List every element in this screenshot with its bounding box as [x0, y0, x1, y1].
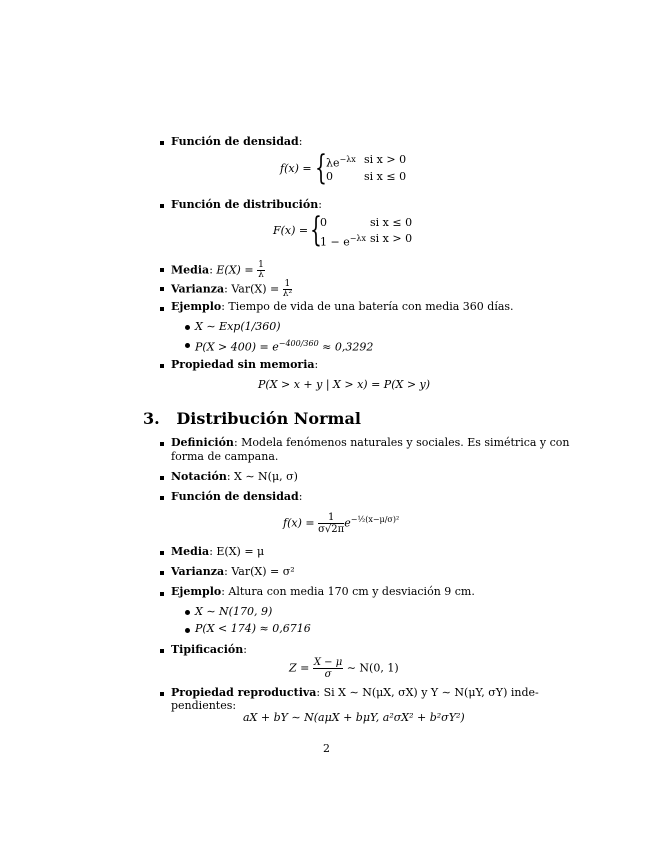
formula-memoria: P(X > x + y | X > x) = P(X > y)	[258, 378, 431, 391]
item-densidad: Función de densidad:	[171, 135, 303, 148]
brace: {	[315, 148, 327, 188]
item-definicion-cont: forma de campana.	[171, 450, 279, 463]
sub-bullet	[185, 343, 190, 348]
item-ejemplo-normal: Ejemplo: Altura con media 170 cm y desviación 9 cm.	[171, 585, 475, 598]
ejemplo-exp-1: X ∼ Exp(1/360)	[195, 320, 281, 333]
item-varianza-normal: Varianza: Var(X) = σ²	[171, 565, 295, 578]
formula-densidad-cond2: si x ≤ 0	[364, 170, 407, 183]
ejemplo-exp-2: $P(X > 400) = e^{-400/360} \approx 0,3292$	[195, 339, 374, 354]
bullet	[160, 551, 164, 555]
formula-densidad-case1: $\lambda e^{-\lambda x}$	[326, 155, 356, 170]
sub-bullet	[185, 325, 190, 330]
bullet	[160, 692, 164, 696]
bullet	[160, 476, 164, 480]
sub-bullet	[185, 610, 190, 615]
ejemplo-normal-2: P(X < 174) ≈ 0,6716	[195, 622, 311, 635]
item-media-exp: Media: E(X) = $\frac{1}{\lambda}$	[171, 260, 264, 280]
item-notacion: Notación: X ∼ N(μ, σ)	[171, 470, 298, 483]
formula-densidad-case2: 0	[326, 170, 333, 183]
item-memoria: Propiedad sin memoria:	[171, 358, 319, 371]
formula-densidad-lhs: f(x) =	[280, 162, 312, 175]
bullet	[160, 204, 164, 208]
item-tipificacion: Tipificación:	[171, 643, 247, 656]
bullet	[160, 649, 164, 653]
item-reproductiva: Propiedad reproductiva: Si X ∼ N(μX, σX) y Y ∼ N(μY, σY) inde-	[171, 686, 539, 699]
item-reproductiva-cont: pendientes:	[171, 699, 237, 712]
bullet	[160, 287, 164, 291]
formula-tipificacion: Z = $\frac{X - \mu}{\sigma}$ ∼ N(0, 1)	[289, 657, 399, 680]
formula-reproductiva: aX + bY ∼ N(aμX + bμY, a²σX² + b²σY²)	[243, 711, 465, 724]
formula-densidad-cond1: si x > 0	[364, 153, 407, 166]
formula-distribucion-case2: $1 - e^{-\lambda x}$	[320, 234, 367, 249]
bullet	[160, 307, 164, 311]
bullet	[160, 141, 164, 145]
bullet	[160, 571, 164, 575]
item-densidad-normal: Función de densidad:	[171, 490, 303, 503]
bullet	[160, 496, 164, 500]
formula-distribucion-lhs: F(x) =	[273, 224, 309, 237]
formula-densidad-normal: f(x) = $\frac{1}{\sigma√2\pi}$ $e^{-\frac{1}{2}(x-\mu/\sigma)^2}$	[283, 512, 400, 535]
item-definicion: Definición: Modela fenómenos naturales y sociales. Es simétrica y con	[171, 436, 570, 449]
sub-bullet	[185, 628, 190, 633]
item-ejemplo-exp: Ejemplo: Tiempo de vida de una batería con media 360 días.	[171, 300, 514, 313]
bullet	[160, 592, 164, 596]
brace: {	[310, 210, 322, 250]
page-number: 2	[323, 742, 330, 755]
formula-distribucion-cond1: si x ≤ 0	[370, 216, 413, 229]
bullet	[160, 364, 164, 368]
item-media-normal: Media: E(X) = μ	[171, 545, 265, 558]
formula-distribucion-cond2: si x > 0	[370, 232, 413, 245]
ejemplo-normal-1: X ∼ N(170, 9)	[195, 605, 273, 618]
bullet	[160, 442, 164, 446]
bullet	[160, 268, 164, 272]
formula-distribucion-case1: 0	[320, 216, 327, 229]
section-heading: 3. Distribución Normal	[143, 409, 361, 428]
item-distribucion: Función de distribución:	[171, 198, 322, 211]
item-varianza-exp: Varianza: Var(X) = $\frac{1}{\text{λ²}}$	[171, 279, 293, 299]
